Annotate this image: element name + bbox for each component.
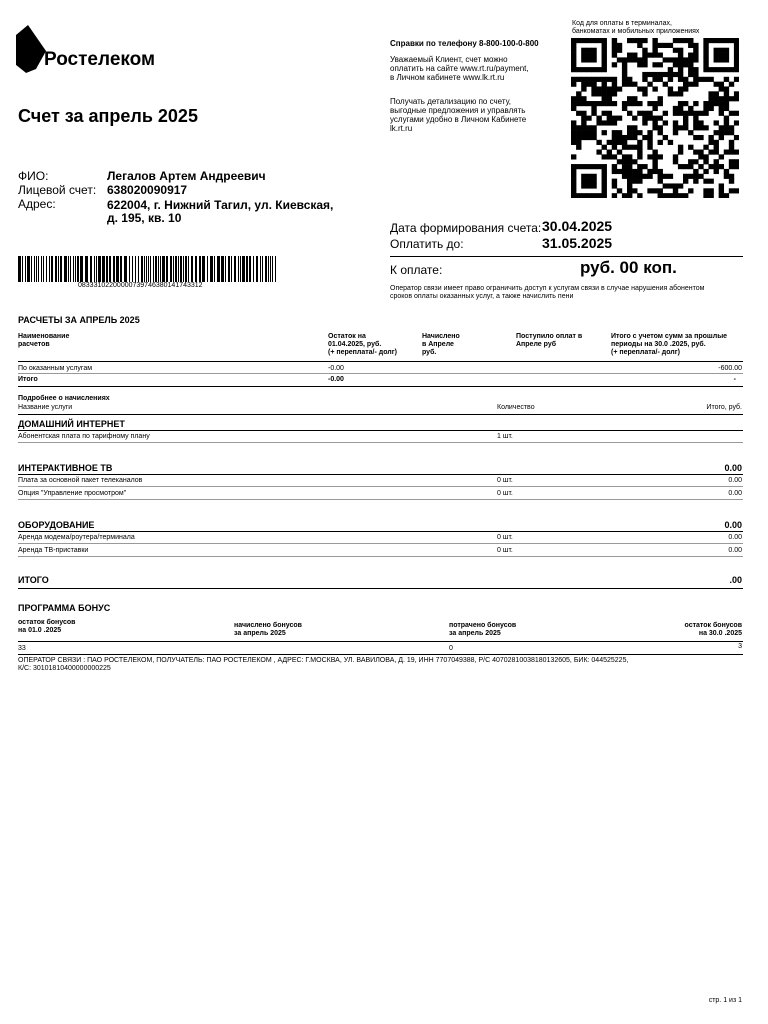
barcode-number: 0833310220000073974638014174331​2: [78, 282, 203, 289]
details-header-service: Название услуги: [18, 404, 73, 411]
payment-info: Уважаемый Клиент, счет можно оплатить на сайте www.rt.ru/payment, в Личном кабинете www.lk.rt.ru: [390, 55, 529, 82]
bonus-header-start: остаток бонусов на 01.0 .2025: [18, 619, 76, 634]
account-value: 638020090917: [107, 183, 188, 197]
divider: [18, 442, 743, 443]
equipment-row1-qty: 0 шт.: [497, 534, 513, 541]
address-line2: д. 195, кв. 10: [107, 211, 182, 225]
divider: [18, 556, 743, 557]
settlements-title: РАСЧЕТЫ ЗА АПРЕЛЬ 2025: [18, 315, 140, 325]
row-services-total: -600.00: [718, 365, 742, 372]
row-total-total: -: [733, 376, 736, 383]
fio-value: Легалов Артем Андреевич: [107, 169, 266, 183]
warning-text: Оператор связи имеет право ограничить доступ к услугам связи в случае нарушения абонентом сроков оплаты оказанных услуг, а также начислить пени: [390, 285, 705, 300]
divider: [18, 641, 743, 642]
rostelecom-logo-icon: [16, 25, 46, 77]
tv-row1-qty: 0 шт.: [497, 477, 513, 484]
grand-total-value: .00: [729, 575, 742, 585]
to-pay-amount: руб. 00 коп.: [580, 258, 677, 277]
pay-rule: [390, 256, 743, 257]
operator-info: ОПЕРАТОР СВЯЗИ : ПАО РОСТЕЛЕКОМ, ПОЛУЧАТЕЛЬ: ПАО РОСТЕЛЕКОМ , АДРЕС: Г.МОСКВА, УЛ. ВАВИЛОВА, Д. 19, ИНН 7707049388, Р/С 40702810038180132605, БИК: 044525225, К/С: 30101810400000000225: [18, 657, 629, 672]
row-services-balance: -0.00: [328, 365, 344, 372]
tv-section-total: 0.00: [724, 463, 742, 473]
details-header-qty: Количество: [497, 404, 535, 411]
tv-row2-name: Опция "Управление просмотром": [18, 490, 127, 497]
phone-info: Справки по телефону 8-800-100-0-800: [390, 39, 539, 48]
divider: [18, 531, 743, 532]
bonus-end-value: 3: [738, 643, 742, 650]
divider: [18, 474, 743, 475]
tv-row1-total: 0.00: [728, 477, 742, 484]
divider: [18, 414, 743, 415]
address-line1: 622004, г. Нижний Тагил, ул. Киевская,: [107, 198, 334, 212]
divider: [18, 654, 743, 655]
divider: [18, 499, 743, 500]
account-label: Лицевой счет:: [18, 183, 97, 197]
col-header-charged: Начислено в Апреле руб.: [422, 333, 460, 356]
formed-date: 30.04.2025: [542, 218, 613, 234]
due-date-label: Оплатить до:: [390, 237, 464, 251]
tv-row2-qty: 0 шт.: [497, 490, 513, 497]
qr-caption: Код для оплаты в терминалах, банкоматах и мобильных приложениях: [572, 20, 700, 35]
internet-row-qty: 1 шт.: [497, 433, 513, 440]
col-header-name: Наименование расчетов: [18, 333, 70, 348]
fio-label: ФИО:: [18, 169, 49, 183]
col-header-received: Поступило оплат в Апреле руб: [516, 333, 583, 348]
bonus-start-value: 33: [18, 645, 26, 652]
qr-code: [571, 38, 739, 198]
page-title: Счет за апрель 2025: [18, 106, 198, 126]
bonus-header-accrued: начислено бонусов за апрель 2025: [234, 622, 302, 637]
tv-row1-name: Плата за основной пакет телеканалов: [18, 477, 143, 484]
grand-total-label: ИТОГО: [18, 575, 49, 585]
bonus-title: ПРОГРАММА БОНУС: [18, 603, 111, 613]
bonus-header-end: остаток бонусов на 30.0 .2025: [684, 622, 742, 637]
equipment-row2-qty: 0 шт.: [497, 547, 513, 554]
divider: [18, 386, 743, 387]
internet-section-title: ДОМАШНИЙ ИНТЕРНЕТ: [18, 419, 125, 429]
divider: [18, 361, 743, 362]
equipment-section-total: 0.00: [724, 520, 742, 530]
equipment-row1-name: Аренда модема/роутера/терминала: [18, 534, 135, 541]
divider: [18, 430, 743, 431]
detail-info: Получать детализацию по счету, выгодные предложения и управлять услугами удобно в Личном Кабинете lk.rt.ru: [390, 97, 527, 133]
page-number: стр. 1 из 1: [708, 997, 742, 1004]
brand-name: Ростелеком: [44, 49, 156, 70]
divider: [18, 373, 743, 374]
row-services-name: По оказанным услугам: [18, 365, 93, 372]
tv-row2-total: 0.00: [728, 490, 742, 497]
formed-date-label: Дата формирования счета:: [390, 221, 542, 235]
address-label: Адрес:: [18, 197, 56, 211]
details-header-total: Итого, руб.: [706, 404, 742, 411]
to-pay-label: К оплате:: [390, 263, 443, 277]
divider: [18, 486, 743, 487]
equipment-row2-total: 0.00: [728, 547, 742, 554]
equipment-row1-total: 0.00: [728, 534, 742, 541]
col-header-total: Итого с учетом сумм за прошлые периоды на 30.0 .2025, руб. (+ переплата/- долг): [611, 333, 728, 356]
row-total-balance: -0.00: [328, 376, 344, 383]
details-title: Подробнее о начислениях: [18, 395, 110, 402]
col-header-balance: Остаток на 01.04.2025, руб. (+ переплата/- долг): [328, 333, 398, 356]
due-date: 31.05.2025: [542, 235, 613, 251]
divider: [18, 543, 743, 544]
bonus-spent-value: 0: [449, 645, 453, 652]
equipment-row2-name: Аренда ТВ-приставки: [18, 547, 89, 554]
logo: [16, 25, 176, 77]
barcode: [18, 256, 280, 282]
internet-row-name: Абонентская плата по тарифному плану: [18, 433, 150, 440]
bonus-header-spent: потрачено бонусов за апрель 2025: [449, 622, 517, 637]
divider: [18, 588, 743, 589]
equipment-section-title: ОБОРУДОВАНИЕ: [18, 520, 95, 530]
tv-section-title: ИНТЕРАКТИВНОЕ ТВ: [18, 463, 113, 473]
row-total-name: Итого: [18, 376, 38, 383]
